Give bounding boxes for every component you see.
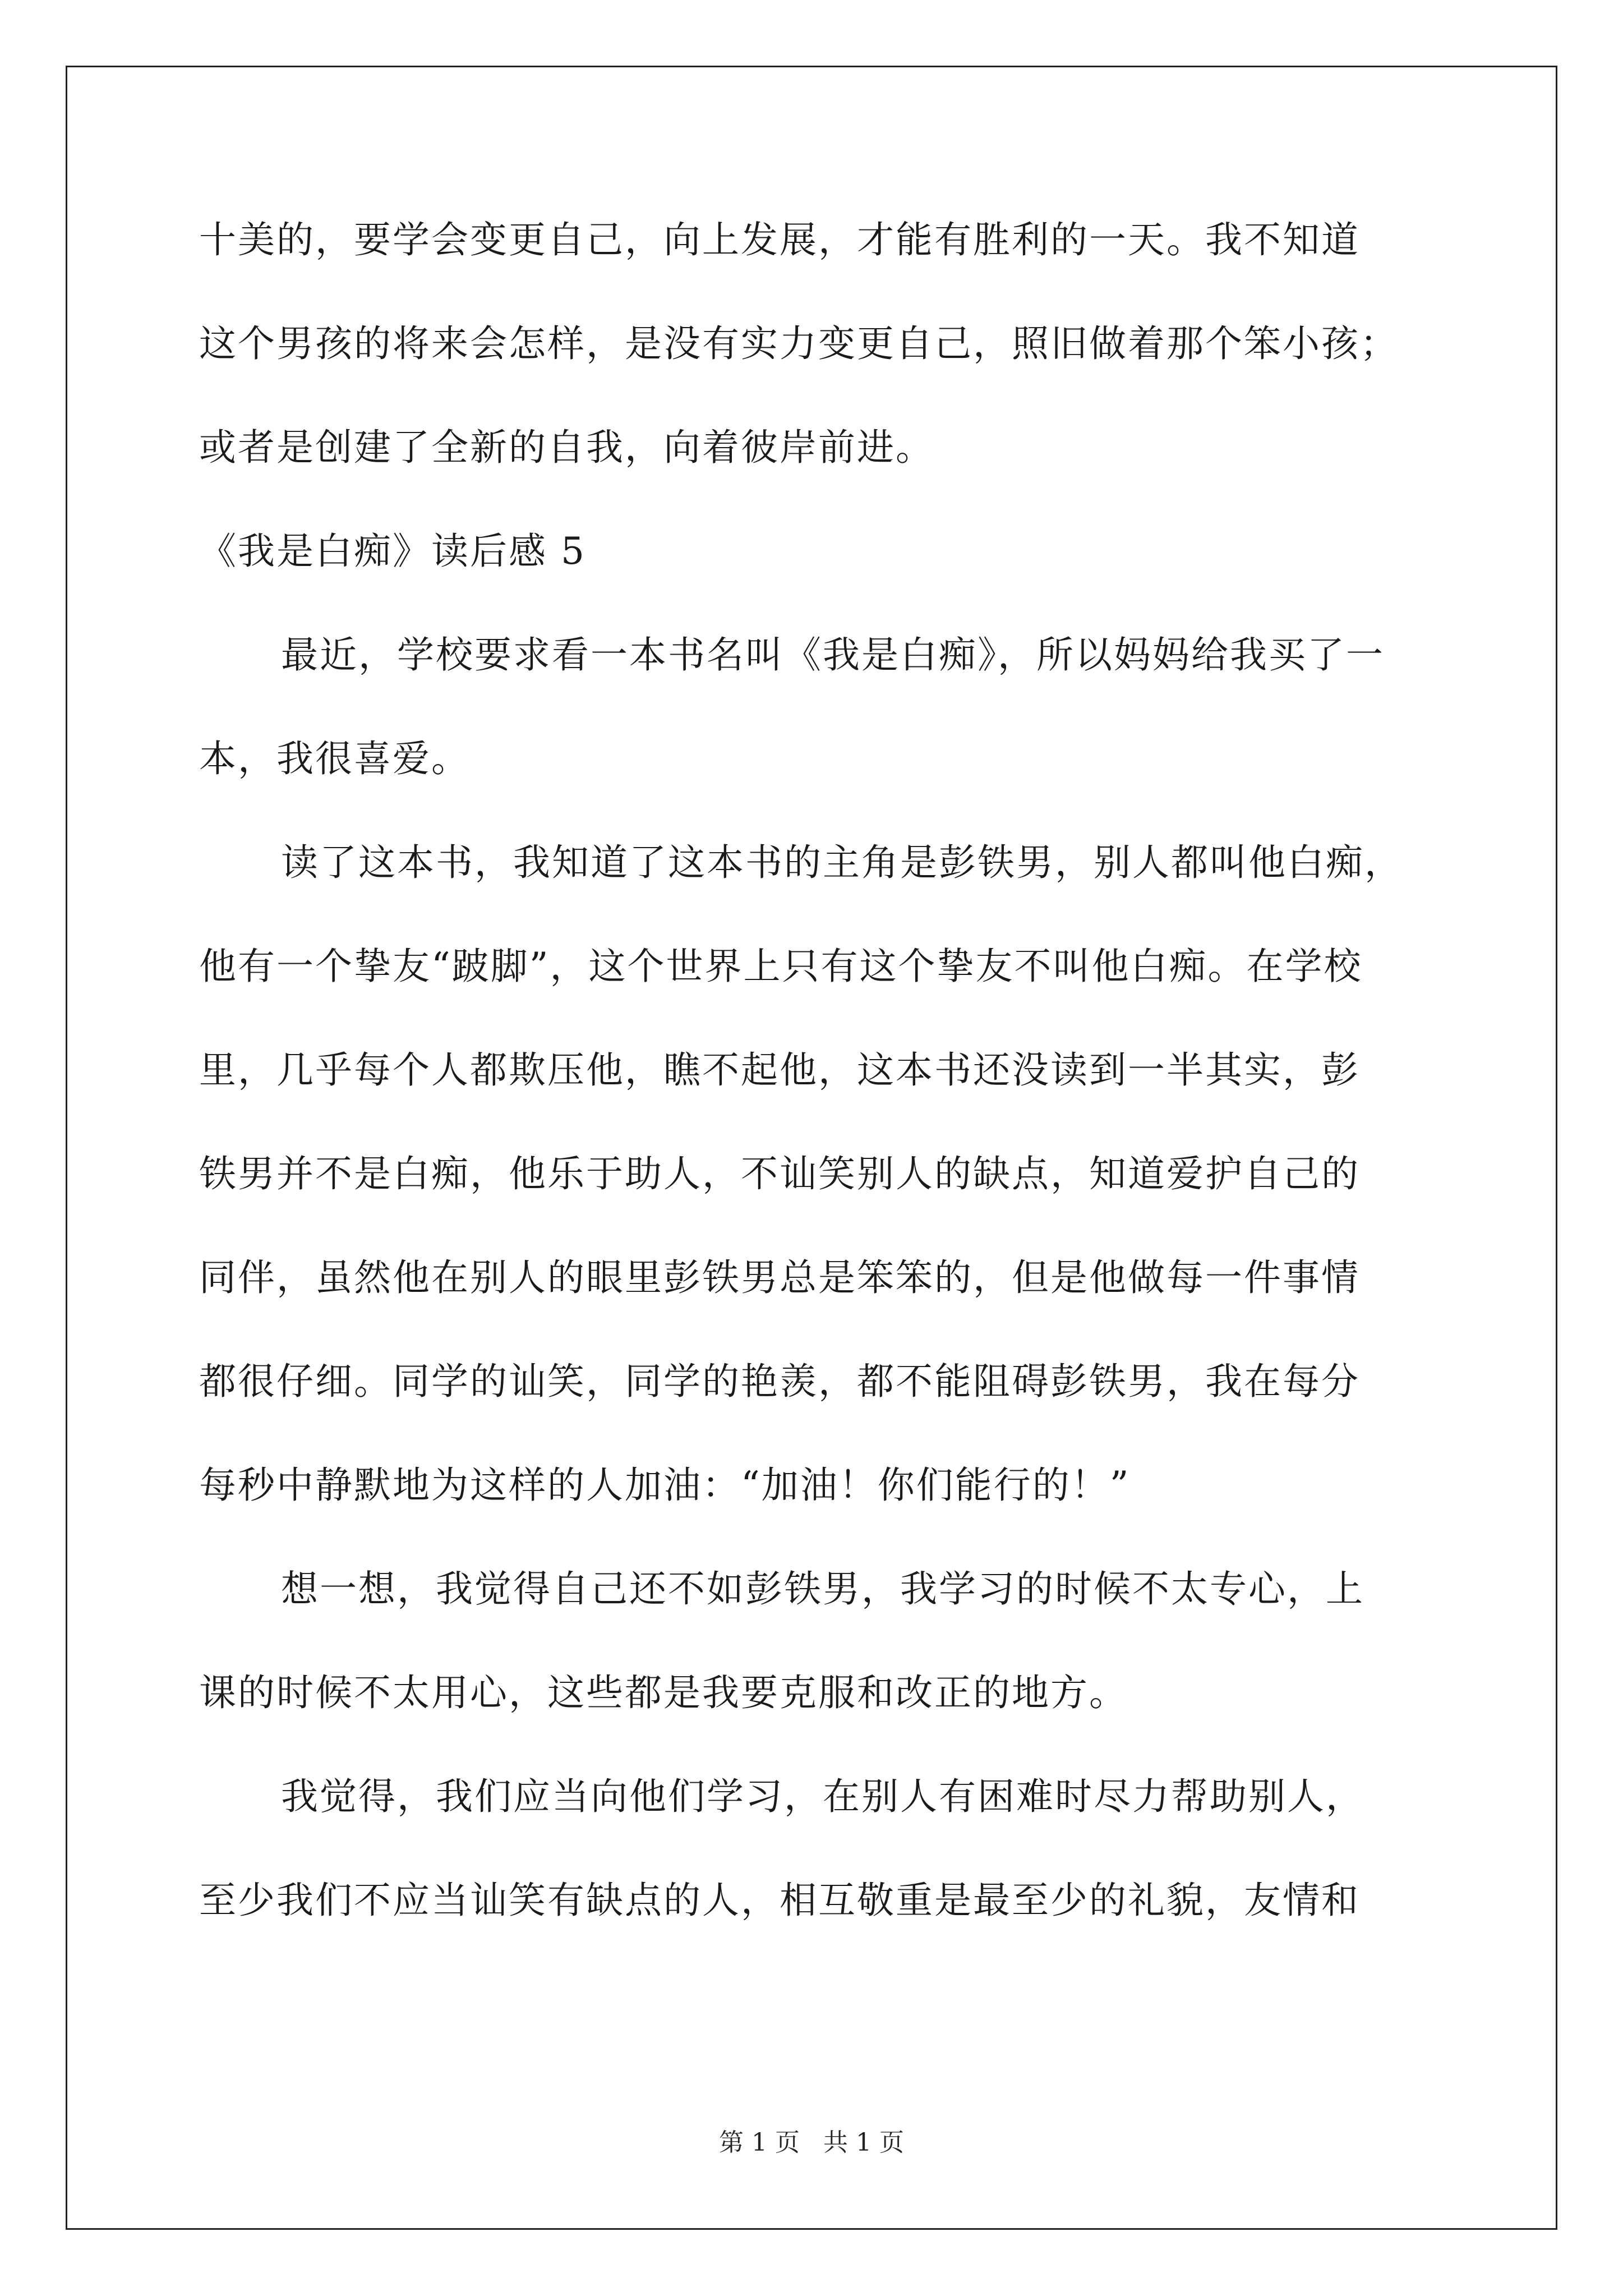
text-line: 我觉得，我们应当向他们学习，在别人有困难时尽力帮助别人， xyxy=(281,1775,1364,1818)
text-line: 里，几乎每个人都欺压他，瞧不起他，这本书还没读到一半其实，彭 xyxy=(199,1048,1360,1092)
section-heading: 《我是白痴》读后感 5 xyxy=(199,530,586,573)
text-line: 最近，学校要求看一本书名叫《我是白痴》，所以妈妈给我买了一 xyxy=(281,633,1385,677)
text-line: 读了这本书，我知道了这本书的主角是彭铁男，别人都叫他白痴， xyxy=(281,841,1403,884)
text-line: 十美的，要学会变更自己，向上发展，才能有胜利的一天。我不知道 xyxy=(199,218,1360,261)
text-line: 本，我很喜爱。 xyxy=(199,737,470,780)
text-line: 或者是创建了全新的自我，向着彼岸前进。 xyxy=(199,426,934,469)
text-line: 课的时候不太用心，这些都是我要克服和改正的地方。 xyxy=(199,1671,1128,1714)
page-total: 共 1 页 xyxy=(823,2128,904,2157)
page-number: 第 1 页 xyxy=(719,2128,800,2157)
text-line: 至少我们不应当讪笑有缺点的人，相互敬重是最至少的礼貌，友情和 xyxy=(199,1879,1360,1922)
text-line: 铁男并不是白痴，他乐于助人，不讪笑别人的缺点，知道爱护自己的 xyxy=(199,1152,1360,1195)
document-body xyxy=(199,216,1433,1925)
text-line: 同伴，虽然他在别人的眼里彭铁男总是笨笨的，但是他做每一件事情 xyxy=(199,1256,1360,1299)
text-line: 这个男孩的将来会怎样，是没有实力变更自己，照旧做着那个笨小孩； xyxy=(199,322,1399,365)
text-line: 他有一个挚友“跛脚”，这个世界上只有这个挚友不叫他白痴。在学校 xyxy=(199,945,1363,988)
text-line: 每秒中静默地为这样的人加油：“加油！你们能行的！” xyxy=(199,1464,1131,1507)
text-line: 都很仔细。同学的讪笑，同学的艳羡，都不能阻碍彭铁男，我在每分 xyxy=(199,1360,1360,1403)
text-line: 想一想，我觉得自己还不如彭铁男，我学习的时候不太专心，上 xyxy=(281,1567,1364,1611)
page-footer xyxy=(0,2127,1623,2159)
